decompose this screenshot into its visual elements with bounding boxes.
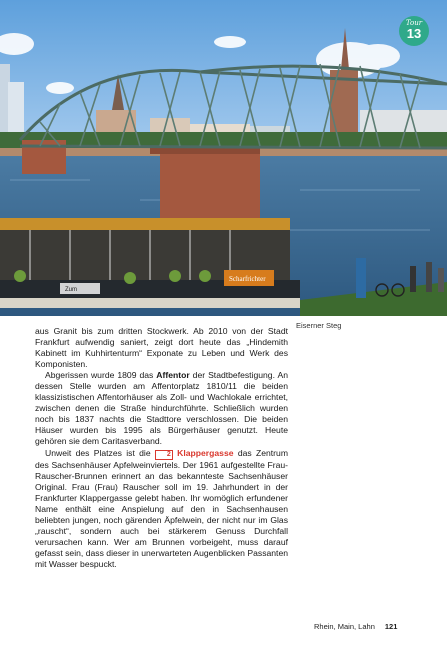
tour-badge-number: 13: [406, 26, 422, 41]
restaurant-boat: [0, 218, 300, 308]
page-number: 121: [384, 622, 398, 631]
text-run: das Zentrum des Sachsenhäuser Apfelweinviertels. Der 1961 aufgestellte Frau-Rauscher-Brunnen erinnert an das bekannteste Sachsenhäuser Original. Frau (Frau) Rauscher soll im 19. Jahrhundert in der Frankfurter Klappergasse gelebt haben. Ihr womöglich erfundener Name enthält eine Anspielung auf den in Sachsenhausen beliebten jungen, noch gärenden Äpfelwein, der nicht nur im Glas „rauscht“, sondern auch bei stärkerem Genuss Durchfall verursachen kann. Wer am Brunnen vorbeigeht, muss darauf gefasst sein, dass dieser in unerwarteten Augenblicken Passanten mit Wasser bespuckt.: [35, 447, 288, 569]
bridge-photo: [0, 0, 447, 316]
paragraph: [35, 448, 288, 570]
page-footer: [314, 622, 397, 631]
place-name: Klappergasse: [177, 447, 234, 458]
tour-badge: [399, 16, 429, 46]
boat-sign-small: Zum: [65, 287, 77, 293]
text-run: aus Granit bis zum dritten Stockwerk. Ab 2010 von der Stadt Frankfurt aufwendig saniert, zeigt dort heute das „Hindemith Kabinett im Kuhhirtenturm“ Exponate zu Leben und Werk des Komponisten.: [35, 326, 288, 370]
tour-badge-label: Tour: [405, 19, 423, 27]
bold-term: Affentor: [156, 370, 190, 381]
body-text: [35, 326, 288, 570]
text-run: der Stadtbefestigung. An dessen Stelle wurden am Affentorplatz 1810/11 die beiden klassizistischen Affentorhäuser als Zoll- und Wachlokale errichtet, zwischen denen die Straße hindurchführte. Schließlich wurden noch bis 1837 nachts die Stadttore verschlossen. Die beiden Häuser wurden bis 1995 als Bürgerhäuser genutzt. Heute gehören sie dem Caritasverband.: [35, 370, 288, 447]
photo-caption: Eiserner Steg: [296, 321, 342, 330]
text-run: Abgerissen wurde 1809 das: [45, 370, 157, 381]
place-marker: 2: [155, 450, 173, 460]
footer-region: Rhein, Main, Lahn: [314, 622, 375, 631]
paragraph: [35, 370, 288, 447]
boat-sign-main: Scharfrichter: [229, 275, 266, 283]
text-run: Unweit des Platzes ist die: [45, 447, 155, 458]
paragraph: [35, 326, 288, 370]
